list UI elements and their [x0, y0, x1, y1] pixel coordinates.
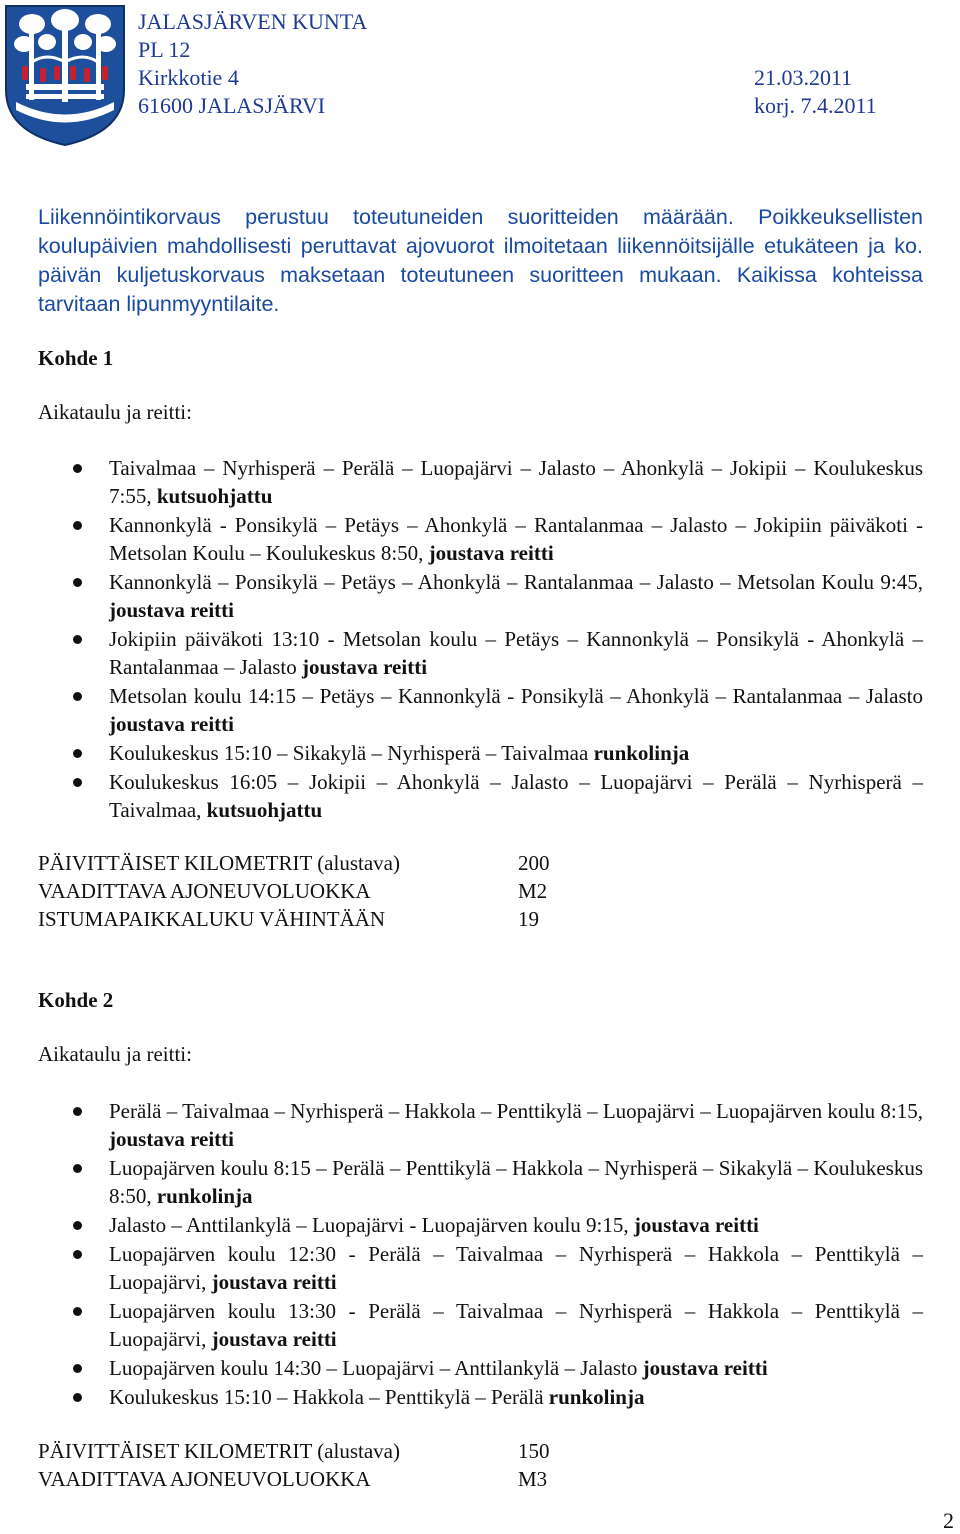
intro-paragraph: Liikennöintikorvaus perustuu toteutuneiden suoritteiden määrään. Poikkeuksellisten koulupäivien mahdollisesti peruttavat ajovuorot ilmoitetaan liikennöitsijälle etukäteen ja ko. päivän kuljetuskorvaus maksetaan toteutuneen suoritteen mukaan. Kaikissa kohteissa tarvitaan lipunmyyntilaite.	[38, 205, 923, 316]
page-number: 2	[943, 1508, 954, 1533]
spec-row	[38, 1437, 550, 1465]
route-type-label: runkolinja	[593, 741, 690, 765]
route-item	[38, 511, 923, 567]
route-type-label: joustava reitti	[211, 1270, 337, 1294]
bullet-icon	[73, 464, 82, 473]
org-po-box: PL 12	[138, 37, 191, 62]
route-item	[38, 1383, 923, 1411]
bullet-icon	[73, 692, 82, 701]
route-type-label: joustava reitti	[109, 598, 235, 622]
revision-date: korj. 7.4.2011	[754, 93, 877, 118]
bullet-icon	[73, 1221, 82, 1230]
spec-label: VAADITTAVA AJONEUVOLUOKKA	[38, 879, 371, 903]
route-type-label: joustava reitti	[109, 712, 235, 736]
spec-row	[38, 877, 550, 905]
schedule-label: Aikataulu ja reitti:	[38, 400, 192, 424]
spec-row	[38, 905, 550, 933]
spec-value: 200	[518, 851, 550, 875]
org-postal: 61600 JALASJÄRVI	[138, 93, 326, 118]
spec-value: M3	[518, 1467, 548, 1491]
bullet-icon	[73, 1250, 82, 1259]
route-text: Jokipiin päiväkoti 13:10 - Metsolan koulu – Petäys – Kannonkylä – Ponsikylä - Ahonkylä – Rantalanmaa – Jalasto	[109, 627, 923, 679]
org-name: JALASJÄRVEN KUNTA	[138, 9, 368, 34]
route-type-label: joustava reitti	[109, 1127, 235, 1151]
route-item	[38, 682, 923, 738]
route-item	[38, 739, 923, 767]
route-item	[38, 1211, 923, 1239]
org-street: Kirkkotie 4	[138, 65, 239, 90]
bullet-icon	[73, 1393, 82, 1402]
route-text: Koulukeskus 15:10 – Hakkola – Penttikylä – Perälä	[109, 1385, 549, 1409]
bullet-icon	[73, 635, 82, 644]
route-text: Kannonkylä – Ponsikylä – Petäys – Ahonkylä – Rantalanmaa – Jalasto – Metsolan Koulu 9:45,	[109, 570, 923, 594]
route-type-label: joustava reitti	[211, 1327, 337, 1351]
bullet-icon	[73, 1364, 82, 1373]
route-type-label: joustava reitti	[633, 1213, 759, 1237]
bullet-icon	[73, 749, 82, 758]
route-item	[38, 1097, 923, 1153]
spec-row	[38, 849, 550, 877]
bullet-icon	[73, 778, 82, 787]
route-item	[38, 1354, 923, 1382]
route-list	[38, 1097, 923, 1412]
bullet-icon	[73, 1307, 82, 1316]
route-item	[38, 768, 923, 824]
route-text: Luopajärven koulu 13:30 - Perälä – Taivalmaa – Nyrhisperä – Hakkola – Penttikylä – Luopajärvi,	[109, 1299, 923, 1351]
route-text: Metsolan koulu 14:15 – Petäys – Kannonkylä - Ponsikylä – Ahonkylä – Rantalanmaa – Jalasto	[109, 684, 923, 708]
route-item	[38, 625, 923, 681]
spec-label: PÄIVITTÄISET KILOMETRIT (alustava)	[38, 851, 400, 875]
municipal-crest-logo	[2, 2, 128, 148]
route-text: Luopajärven koulu 12:30 - Perälä – Taivalmaa – Nyrhisperä – Hakkola – Penttikylä – Luopajärvi,	[109, 1242, 923, 1294]
schedule-label: Aikataulu ja reitti:	[38, 1042, 192, 1066]
route-text: Jalasto – Anttilankylä – Luopajärvi - Luopajärven koulu 9:15,	[109, 1213, 634, 1237]
spec-value: 19	[518, 907, 539, 931]
route-text: Luopajärven koulu 8:15 – Perälä – Penttikylä – Hakkola – Nyrhisperä – Sikakylä – Koulukeskus 8:50,	[109, 1156, 923, 1208]
route-text: Perälä – Taivalmaa – Nyrhisperä – Hakkola – Penttikylä – Luopajärvi – Luopajärven koulu 8:15,	[109, 1099, 924, 1123]
spec-row	[38, 1465, 550, 1493]
section-title: Kohde 1	[38, 346, 114, 370]
route-type-label: kutsuohjattu	[156, 484, 273, 508]
specs-block	[38, 849, 550, 933]
spec-label: ISTUMAPAIKKALUKU VÄHINTÄÄN	[38, 907, 386, 931]
route-list	[38, 454, 923, 825]
route-text: Koulukeskus 16:05 – Jokipii – Ahonkylä – Jalasto – Luopajärvi – Perälä – Nyrhisperä – Taivalmaa,	[109, 770, 923, 822]
bullet-icon	[73, 1107, 82, 1116]
spec-value: M2	[518, 879, 548, 903]
route-type-label: joustava reitti	[428, 541, 554, 565]
route-type-label: kutsuohjattu	[206, 798, 323, 822]
specs-block	[38, 1437, 550, 1493]
spec-value: 150	[518, 1439, 550, 1463]
route-item	[38, 1297, 923, 1353]
section-title: Kohde 2	[38, 988, 114, 1012]
route-item	[38, 568, 923, 624]
document-date: 21.03.2011	[754, 65, 853, 90]
route-text: Luopajärven koulu 14:30 – Luopajärvi – Anttilankylä – Jalasto	[109, 1356, 643, 1380]
spec-label: VAADITTAVA AJONEUVOLUOKKA	[38, 1467, 371, 1491]
route-text: Kannonkylä - Ponsikylä – Petäys – Ahonkylä – Rantalanmaa – Jalasto – Jokipiin päiväkoti - Metsolan Koulu – Koulukeskus 8:50,	[109, 513, 923, 565]
route-type-label: runkolinja	[548, 1385, 645, 1409]
route-type-label: joustava reitti	[302, 655, 428, 679]
route-type-label: runkolinja	[156, 1184, 253, 1208]
route-item	[38, 1154, 923, 1210]
bullet-icon	[73, 578, 82, 587]
spec-label: PÄIVITTÄISET KILOMETRIT (alustava)	[38, 1439, 400, 1463]
bullet-icon	[73, 1164, 82, 1173]
bullet-icon	[73, 521, 82, 530]
route-text: Koulukeskus 15:10 – Sikakylä – Nyrhisperä – Taivalmaa	[109, 741, 594, 765]
route-type-label: joustava reitti	[642, 1356, 768, 1380]
route-item	[38, 454, 923, 510]
route-item	[38, 1240, 923, 1296]
route-text: Taivalmaa – Nyrhisperä – Perälä – Luopajärvi – Jalasto – Ahonkylä – Jokipii – Koulukeskus 7:55,	[109, 456, 923, 508]
